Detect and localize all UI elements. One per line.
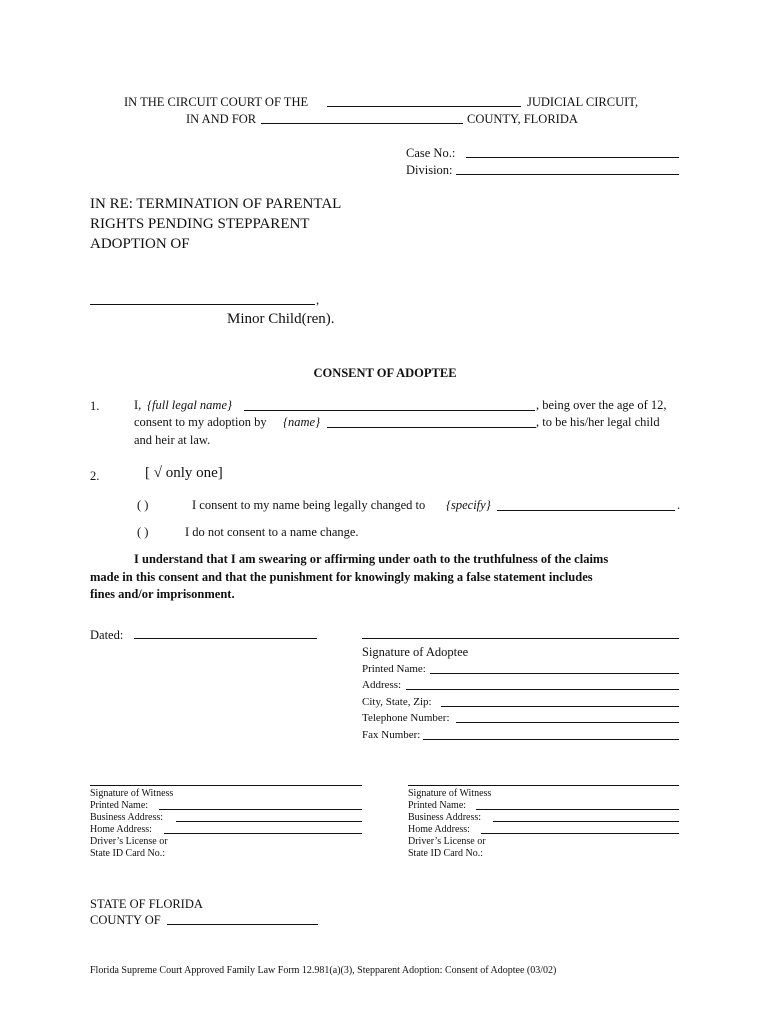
county-heading-right: COUNTY, FLORIDA: [467, 112, 578, 126]
name-change-consent-text: I consent to my name being legally changed to: [192, 498, 426, 512]
witness-2-home-address-label: Home Address:: [408, 824, 470, 835]
county-blank[interactable]: [261, 123, 463, 124]
witness-2-drivers-license-label: Driver’s License or: [408, 836, 486, 847]
adoptee-fax-label: Fax Number:: [362, 729, 421, 741]
venue-county-field[interactable]: [167, 924, 318, 925]
no-name-change-checkbox[interactable]: ( ): [137, 525, 149, 539]
adoptee-address-field[interactable]: [406, 689, 679, 690]
form-title: CONSENT OF ADOPTEE: [313, 366, 457, 380]
adoptee-printed-name-field[interactable]: [430, 673, 679, 674]
minor-children-label: Minor Child(ren).: [227, 311, 335, 327]
adopter-name-hint: {name}: [283, 415, 321, 429]
adopter-name-field[interactable]: [327, 427, 536, 428]
witness-2-state-id-label: State ID Card No.:: [408, 848, 483, 859]
witness-1-business-address-label: Business Address:: [90, 812, 164, 823]
witness-1-home-address-label: Home Address:: [90, 824, 152, 835]
oath-line-2: made in this consent and that the punishment for knowingly making a false statement includes: [90, 570, 593, 584]
form-footer: Florida Supreme Court Approved Family Law Form 12.981(a)(3), Stepparent Adoption: Consent of Adoptee (03/02): [90, 965, 557, 976]
signature-of-adoptee-label: Signature of Adoptee: [362, 645, 469, 659]
full-legal-name-field[interactable]: [244, 410, 535, 411]
division-field[interactable]: [456, 174, 679, 175]
adoptee-signature-field[interactable]: [362, 638, 679, 639]
caption-line-1: IN RE: TERMINATION OF PARENTAL: [90, 196, 342, 212]
caption-line-3: ADOPTION OF: [90, 236, 190, 252]
minor-child-name-field[interactable]: [90, 304, 315, 305]
name-change-checkbox[interactable]: ( ): [137, 498, 149, 512]
witness-2-printed-name-field[interactable]: [476, 809, 679, 810]
case-no-field[interactable]: [466, 157, 679, 158]
heir-text: and heir at law.: [134, 433, 211, 447]
judicial-circuit-blank[interactable]: [327, 106, 521, 107]
county-heading-left: IN AND FOR: [186, 112, 257, 126]
consent-to-adoption-text: consent to my adoption by: [134, 415, 267, 429]
witness-1-signature-field[interactable]: [90, 785, 362, 786]
name-change-period: .: [677, 498, 681, 512]
case-no-label: Case No.:: [406, 146, 456, 160]
witness-2-printed-name-label: Printed Name:: [408, 800, 467, 811]
division-label: Division:: [406, 163, 453, 177]
witness-1-home-address-field[interactable]: [164, 833, 362, 834]
state-of-florida-label: STATE OF FLORIDA: [90, 897, 203, 911]
witness-1-signature-label: Signature of Witness: [90, 788, 174, 799]
adoptee-city-state-zip-field[interactable]: [441, 706, 679, 707]
witness-2-signature-label: Signature of Witness: [408, 788, 492, 799]
item-1-i: I,: [134, 398, 142, 412]
adoptee-city-state-zip-label: City, State, Zip:: [362, 696, 432, 708]
caption-comma: ,: [316, 293, 320, 307]
witness-1-business-address-field[interactable]: [176, 821, 362, 822]
caption-line-2: RIGHTS PENDING STEPPARENT: [90, 216, 310, 232]
oath-line-1: I understand that I am swearing or affirming under oath to the truthfulness of the claims: [134, 552, 609, 566]
witness-2-business-address-field[interactable]: [493, 821, 679, 822]
witness-1-state-id-label: State ID Card No.:: [90, 848, 165, 859]
adoptee-printed-name-label: Printed Name:: [362, 663, 426, 675]
new-name-field[interactable]: [497, 510, 675, 511]
legal-child-text: , to be his/her legal child: [536, 415, 660, 429]
oath-line-3: fines and/or imprisonment.: [90, 587, 235, 601]
adoptee-fax-field[interactable]: [423, 739, 679, 740]
witness-1-printed-name-label: Printed Name:: [90, 800, 149, 811]
specify-hint: {specify}: [446, 498, 491, 512]
being-over-text: , being over the age of 12,: [536, 398, 667, 412]
witness-1-printed-name-field[interactable]: [159, 809, 362, 810]
court-heading-left: IN THE CIRCUIT COURT OF THE: [124, 95, 309, 109]
witness-1-drivers-license-label: Driver’s License or: [90, 836, 168, 847]
witness-2-business-address-label: Business Address:: [408, 812, 482, 823]
adoptee-telephone-field[interactable]: [456, 722, 679, 723]
adoptee-telephone-label: Telephone Number:: [362, 712, 450, 724]
only-one-instruction: [ √ only one]: [145, 465, 223, 481]
court-heading-right: JUDICIAL CIRCUIT,: [527, 95, 639, 109]
item-2-number: 2.: [90, 469, 100, 483]
dated-label: Dated:: [90, 628, 124, 642]
witness-2-signature-field[interactable]: [408, 785, 679, 786]
date-field[interactable]: [134, 638, 317, 639]
adoptee-address-label: Address:: [362, 679, 402, 691]
no-name-change-text: I do not consent to a name change.: [185, 525, 359, 539]
witness-2-home-address-field[interactable]: [481, 833, 679, 834]
county-of-label: COUNTY OF: [90, 913, 161, 927]
item-1-number: 1.: [90, 399, 100, 413]
full-legal-name-hint: {full legal name}: [147, 398, 232, 412]
